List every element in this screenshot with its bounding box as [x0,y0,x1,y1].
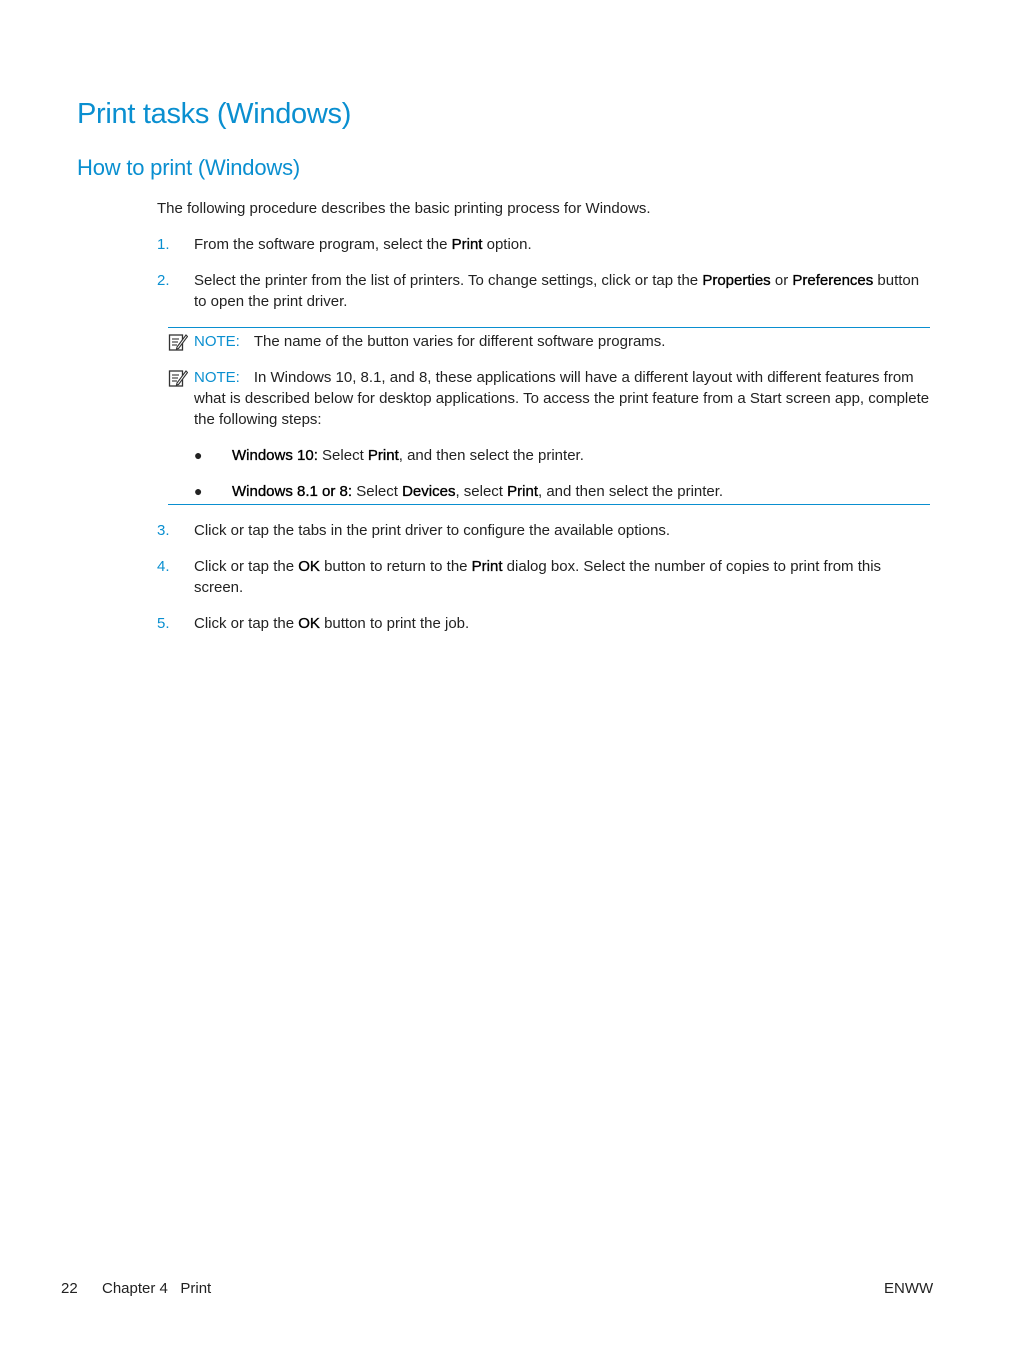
note-label: NOTE: [194,333,240,350]
page-title: Print tasks (Windows) [77,98,352,130]
step-number: 2. [157,272,170,289]
footer-enww: ENWW [884,1280,934,1297]
step-text: Click or tap the OK button to print the job. [194,615,470,632]
note-text: The name of the button varies for different software programs. [253,333,666,350]
step-number: 1. [157,236,170,253]
note-divider-top [168,327,930,328]
step-4 [157,556,930,598]
bullet-windows-10 [194,445,930,466]
step-number: 5. [157,615,170,632]
step-2 [157,270,930,312]
bullet-text: Windows 8.1 or 8: Select Devices, select Print, and then select the printer. [232,483,724,500]
bullet-text: Windows 10: Select Print, and then select the printer. [232,447,584,464]
step-5 [157,613,930,634]
bullet-windows-8 [194,481,930,502]
step-text: Select the printer from the list of printers. To change settings, click or tap the Properties or Preferences button to open the print driver. [194,272,920,310]
note-1 [168,331,930,352]
intro-paragraph: The following procedure describes the basic printing process for Windows. [157,200,651,217]
step-text: From the software program, select the Print option. [194,236,532,253]
note-divider-bottom [168,504,930,505]
step-number: 3. [157,522,170,539]
step-3 [157,520,930,541]
note-icon [168,368,188,388]
note-icon [168,332,188,352]
bullet-dot: ● [194,447,203,463]
bullet-dot: ● [194,483,203,499]
note-text: In Windows 10, 8.1, and 8, these applications will have a different layout with different features from what is described below for desktop applications. To access the print feature from a Start screen app, complete the following steps: [194,369,930,428]
step-text: Click or tap the tabs in the print driver to configure the available options. [194,522,671,539]
footer-chapter: Chapter 4 Print [102,1280,212,1297]
section-title: How to print (Windows) [77,155,300,180]
footer-page-number: 22 [61,1280,78,1297]
note-2 [168,367,930,430]
note-label: NOTE: [194,369,240,386]
step-text: Click or tap the OK button to return to the Print dialog box. Select the number of copies to print from this screen. [194,558,882,596]
step-number: 4. [157,558,170,575]
step-1 [157,234,930,255]
